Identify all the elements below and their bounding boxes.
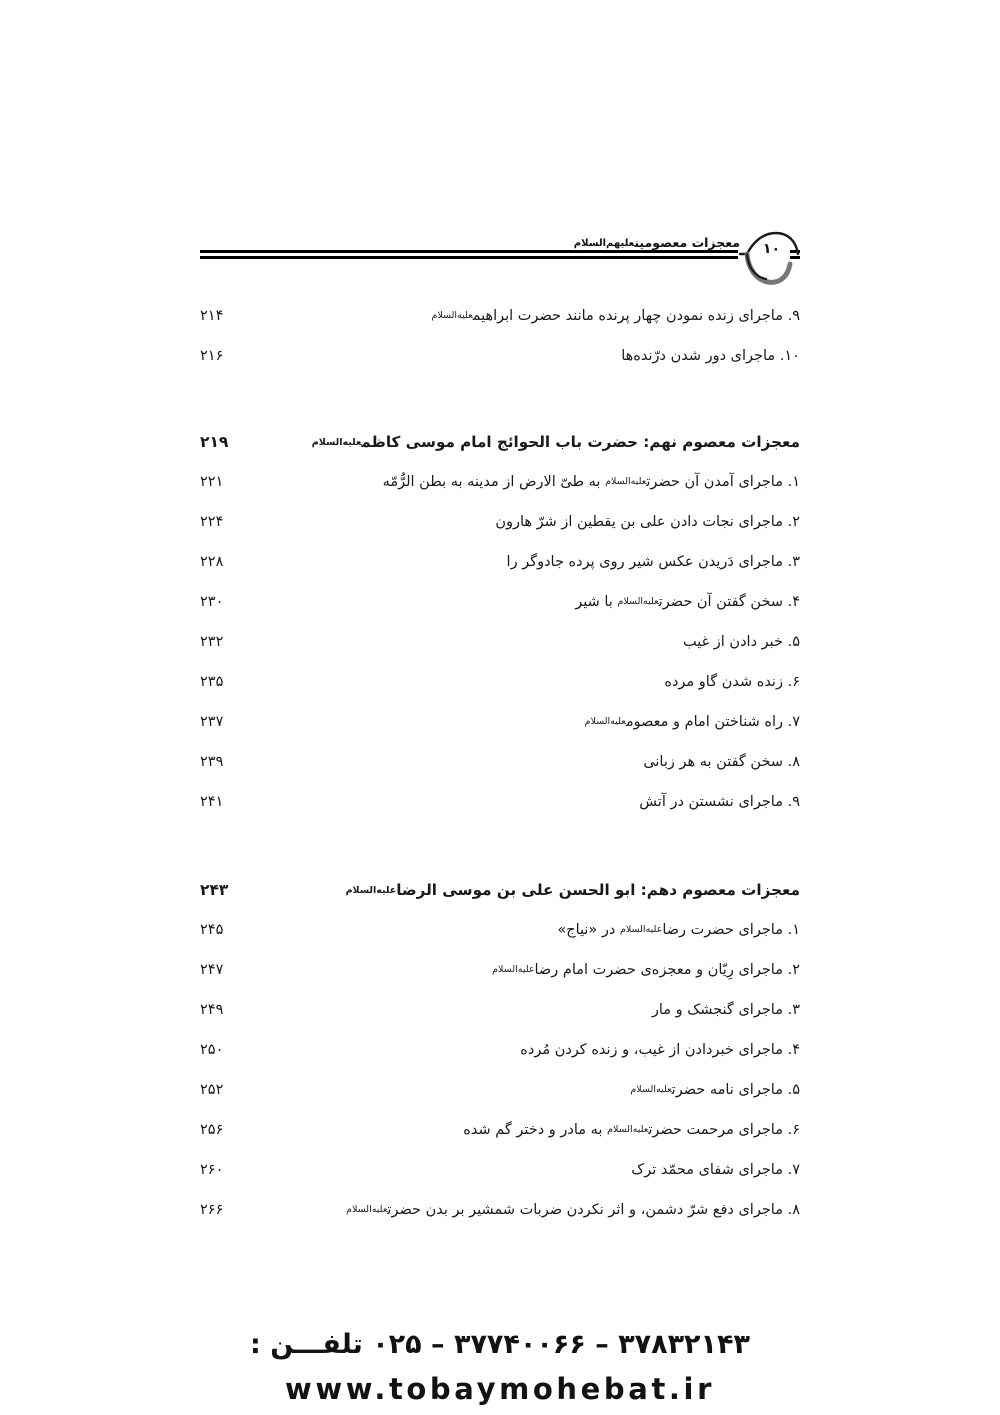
toc-entry-label: [457, 1110, 800, 1150]
table-of-contents: [200, 296, 800, 1230]
honorific-icon: علیه‌السلام: [605, 476, 647, 487]
toc-entry-label: [377, 462, 800, 502]
running-header: [200, 232, 800, 292]
toc-entry[interactable]: [200, 782, 800, 822]
toc-entry[interactable]: [200, 990, 800, 1030]
toc-entry-label: [425, 296, 800, 336]
toc-entry-page: ۲۵۶: [200, 1122, 224, 1138]
header-rule-bottom: [200, 256, 800, 259]
toc-leader-dots: [227, 592, 567, 607]
toc-entry-number: ۲.: [787, 514, 800, 530]
toc-entry-label: [340, 1190, 800, 1230]
toc-entry-text: ماجرای دَریدن عکس شیر روی پرده جادوگر را: [506, 554, 783, 570]
toc-section-heading[interactable]: [200, 870, 800, 910]
toc-leader-dots: [227, 1080, 622, 1095]
toc-entry-page: ۲۶۶: [200, 1202, 224, 1218]
toc-entry-page: ۲۲۴: [200, 514, 224, 530]
toc-entry-text: ماجرای خبردادن از غیب، و زنده کردن مُرده: [520, 1042, 783, 1058]
footer-phone-numbers: ۳۷۸۳۲۱۴۳ – ۳۷۷۴۰۰۶۶ – ۰۲۵: [372, 1329, 750, 1360]
toc-entry-page: ۲۴۷: [200, 962, 224, 978]
toc-entry-label: [615, 336, 800, 376]
toc-entry-text: ماجرای گنجشک و مار: [651, 1002, 783, 1018]
toc-entry-text: زنده شدن گاو مرده: [664, 674, 783, 690]
toc-entry-number: ۶.: [787, 1122, 800, 1138]
toc-leader-dots: [227, 472, 374, 487]
toc-entry[interactable]: [200, 950, 800, 990]
toc-entry-number: ۴.: [787, 1042, 800, 1058]
header-title-text: معجزات معصومین: [634, 235, 740, 250]
page-number: ۱۰: [762, 241, 780, 257]
toc-entry[interactable]: [200, 542, 800, 582]
toc-leader-dots: [227, 1120, 455, 1135]
toc-leader-dots: [227, 632, 675, 647]
toc-section-text: معجزات معصوم دهم: ابو الحسن علی بن موسی الرضا: [396, 881, 800, 899]
toc-leader-dots: [227, 792, 631, 807]
toc-entry-number: ۸.: [787, 754, 800, 770]
toc-entry[interactable]: [200, 1070, 800, 1110]
toc-entry-number: ۳.: [787, 554, 800, 570]
toc-entry-page: ۲۱۴: [200, 308, 224, 324]
toc-entry-label: [486, 950, 800, 990]
toc-entry-number: ۶.: [787, 674, 800, 690]
toc-entry-number: ۵.: [787, 1082, 800, 1098]
toc-entry-text: راه شناختن امام و معصوم: [625, 714, 783, 730]
toc-entry-label: [551, 910, 800, 950]
toc-leader-dots: [227, 552, 498, 567]
toc-leader-dots: [227, 346, 613, 361]
toc-entry-text: ماجرای نشستن در آتش: [639, 794, 783, 810]
toc-section-page: ۲۴۳: [200, 881, 229, 899]
toc-entry-text: سخن گفتن آن حضرت: [658, 594, 783, 610]
toc-entry-label: [489, 502, 800, 542]
honorific-icon: علیه‌السلام: [617, 596, 659, 607]
toc-leader-dots: [227, 306, 423, 321]
toc-entry-page: ۲۵۰: [200, 1042, 224, 1058]
toc-entry-number: ۱۰.: [779, 348, 800, 364]
toc-entry-number: ۲.: [787, 962, 800, 978]
toc-entry[interactable]: [200, 662, 800, 702]
toc-section-label: [340, 870, 800, 911]
toc-leader-dots: [232, 880, 337, 895]
toc-section-page: ۲۱۹: [200, 433, 229, 451]
toc-entry[interactable]: [200, 336, 800, 376]
toc-entry-page: ۲۵۲: [200, 1082, 224, 1098]
honorific-icon: علیه‌السلام: [431, 310, 473, 321]
toc-entry-number: ۹.: [787, 308, 800, 324]
toc-entry[interactable]: [200, 462, 800, 502]
toc-entry[interactable]: [200, 622, 800, 662]
footer-phone-label: تلفـــن :: [250, 1329, 363, 1360]
toc-entry-text: ماجرای رِیّان و معجزه‌ی حضرت امام رضا: [534, 962, 783, 978]
footer-website[interactable]: www.tobaymohebat.ir: [285, 1372, 715, 1406]
toc-entry-text: ماجرای مرحمت حضرت: [648, 1122, 783, 1138]
folio-tag-shape: [730, 230, 804, 286]
toc-entry[interactable]: [200, 502, 800, 542]
toc-entry-page: ۲۳۹: [200, 754, 224, 770]
toc-entry-page: ۲۶۰: [200, 1162, 224, 1178]
toc-entry[interactable]: [200, 296, 800, 336]
honorific-icon: علیه‌السلام: [584, 716, 626, 727]
toc-entry-page: ۲۴۵: [200, 922, 224, 938]
toc-entry-label: [658, 662, 800, 702]
toc-entry-text: ماجرای نامه حضرت: [671, 1082, 783, 1098]
toc-entry-page: ۲۴۹: [200, 1002, 224, 1018]
toc-leader-dots: [227, 712, 576, 727]
toc-entry-page: ۲۳۷: [200, 714, 224, 730]
toc-entry-page: ۲۲۸: [200, 554, 224, 570]
toc-entry-page: ۲۱۶: [200, 348, 224, 364]
toc-entry[interactable]: [200, 1030, 800, 1070]
toc-entry-label: [625, 1150, 800, 1190]
toc-entry-text: ماجرای دفع شرّ دشمن، و اثر نکردن ضربات شمشیر بر بدن حضرت: [387, 1202, 783, 1218]
toc-entry-page: ۲۳۲: [200, 634, 224, 650]
toc-entry[interactable]: [200, 702, 800, 742]
toc-leader-dots: [227, 672, 656, 687]
toc-entry-text-tail: به مادر و دختر گم شده: [463, 1122, 603, 1138]
honorific-icon: علیه‌السلام: [346, 1204, 388, 1215]
toc-entry-label: [579, 702, 800, 742]
toc-section-label: [306, 422, 800, 463]
toc-entry-number: ۷.: [787, 714, 800, 730]
toc-leader-dots: [227, 512, 487, 527]
toc-leader-dots: [232, 432, 303, 447]
toc-entry-page: ۲۳۵: [200, 674, 224, 690]
toc-entry-text: ماجرای حضرت رضا: [662, 922, 783, 938]
page-footer: [0, 1325, 1000, 1409]
honorific-icon: علیه‌السلام: [311, 437, 362, 448]
toc-entry[interactable]: [200, 742, 800, 782]
toc-entry-text: ماجرای شفای محمّد ترک: [631, 1162, 783, 1178]
toc-entry-number: ۴.: [787, 594, 800, 610]
footer-phone-line: [0, 1325, 1000, 1365]
toc-entry[interactable]: [200, 1150, 800, 1190]
toc-entry-text: ماجرای زنده نمودن چهار پرنده مانند حضرت ابراهیم: [472, 308, 783, 324]
toc-entry-text: ماجرای دور شدن درّنده‌ها: [621, 348, 776, 364]
toc-entry-number: ۷.: [787, 1162, 800, 1178]
toc-entry-label: [633, 782, 800, 822]
toc-entry-page: ۲۴۱: [200, 794, 224, 810]
toc-entry[interactable]: [200, 1190, 800, 1230]
toc-entry-number: ۳.: [787, 1002, 800, 1018]
toc-leader-dots: [227, 752, 635, 767]
header-book-title: [574, 232, 740, 255]
toc-entry-label: [646, 990, 800, 1030]
toc-entry[interactable]: [200, 910, 800, 950]
honorific-icon: علیه‌السلام: [619, 924, 663, 935]
toc-entry-text: سخن گفتن به هر زبانی: [643, 754, 783, 770]
toc-leader-dots: [227, 960, 484, 975]
toc-leader-dots: [227, 1160, 623, 1175]
toc-entry-text: ماجرای نجات دادن علی بن یقطین از شرّ هارون: [495, 514, 783, 530]
toc-entry-label: [677, 622, 800, 662]
toc-entry-number: ۹.: [787, 794, 800, 810]
toc-entry-number: ۱.: [787, 474, 800, 490]
toc-leader-dots: [227, 1200, 338, 1215]
toc-leader-dots: [227, 1000, 644, 1015]
honorific-icon: علیه‌السلام: [607, 1124, 649, 1135]
honorific-icon: علیه‌السلام: [345, 885, 397, 896]
honorific-icon: علیه‌السلام: [492, 964, 535, 975]
toc-entry-text-tail: به طیّ الارض از مدینه به بطن الرُّمّه: [382, 474, 601, 490]
toc-entry-label: [569, 582, 800, 622]
toc-entry[interactable]: [200, 582, 800, 622]
toc-entry-number: ۵.: [787, 634, 800, 650]
toc-entry-text-tail: با شیر: [575, 594, 613, 610]
toc-leader-dots: [227, 920, 549, 935]
toc-entry-page: ۲۲۱: [200, 474, 224, 490]
toc-leader-dots: [227, 1040, 512, 1055]
toc-entry-label: [624, 1070, 800, 1110]
toc-entry-page: ۲۳۰: [200, 594, 224, 610]
honorific-icon: علیه‌السلام: [630, 1084, 672, 1095]
toc-section-text: معجزات معصوم نهم: حضرت باب الحوائج امام موسی کاظم: [361, 433, 800, 451]
toc-entry-text-tail: در «نیاج»: [557, 922, 616, 938]
toc-entry-number: ۱.: [787, 922, 800, 938]
honorific-icon: علیهم‌السلام: [573, 238, 635, 249]
toc-entry-text: خبر دادن از غیب: [682, 634, 783, 650]
toc-entry-label: [514, 1030, 800, 1070]
toc-entry-label: [501, 542, 800, 582]
toc-entry-number: ۸.: [787, 1202, 800, 1218]
toc-entry-text: ماجرای آمدن آن حضرت: [646, 474, 783, 490]
toc-section-heading[interactable]: [200, 422, 800, 462]
toc-entry-label: [637, 742, 800, 782]
toc-entry[interactable]: [200, 1110, 800, 1150]
